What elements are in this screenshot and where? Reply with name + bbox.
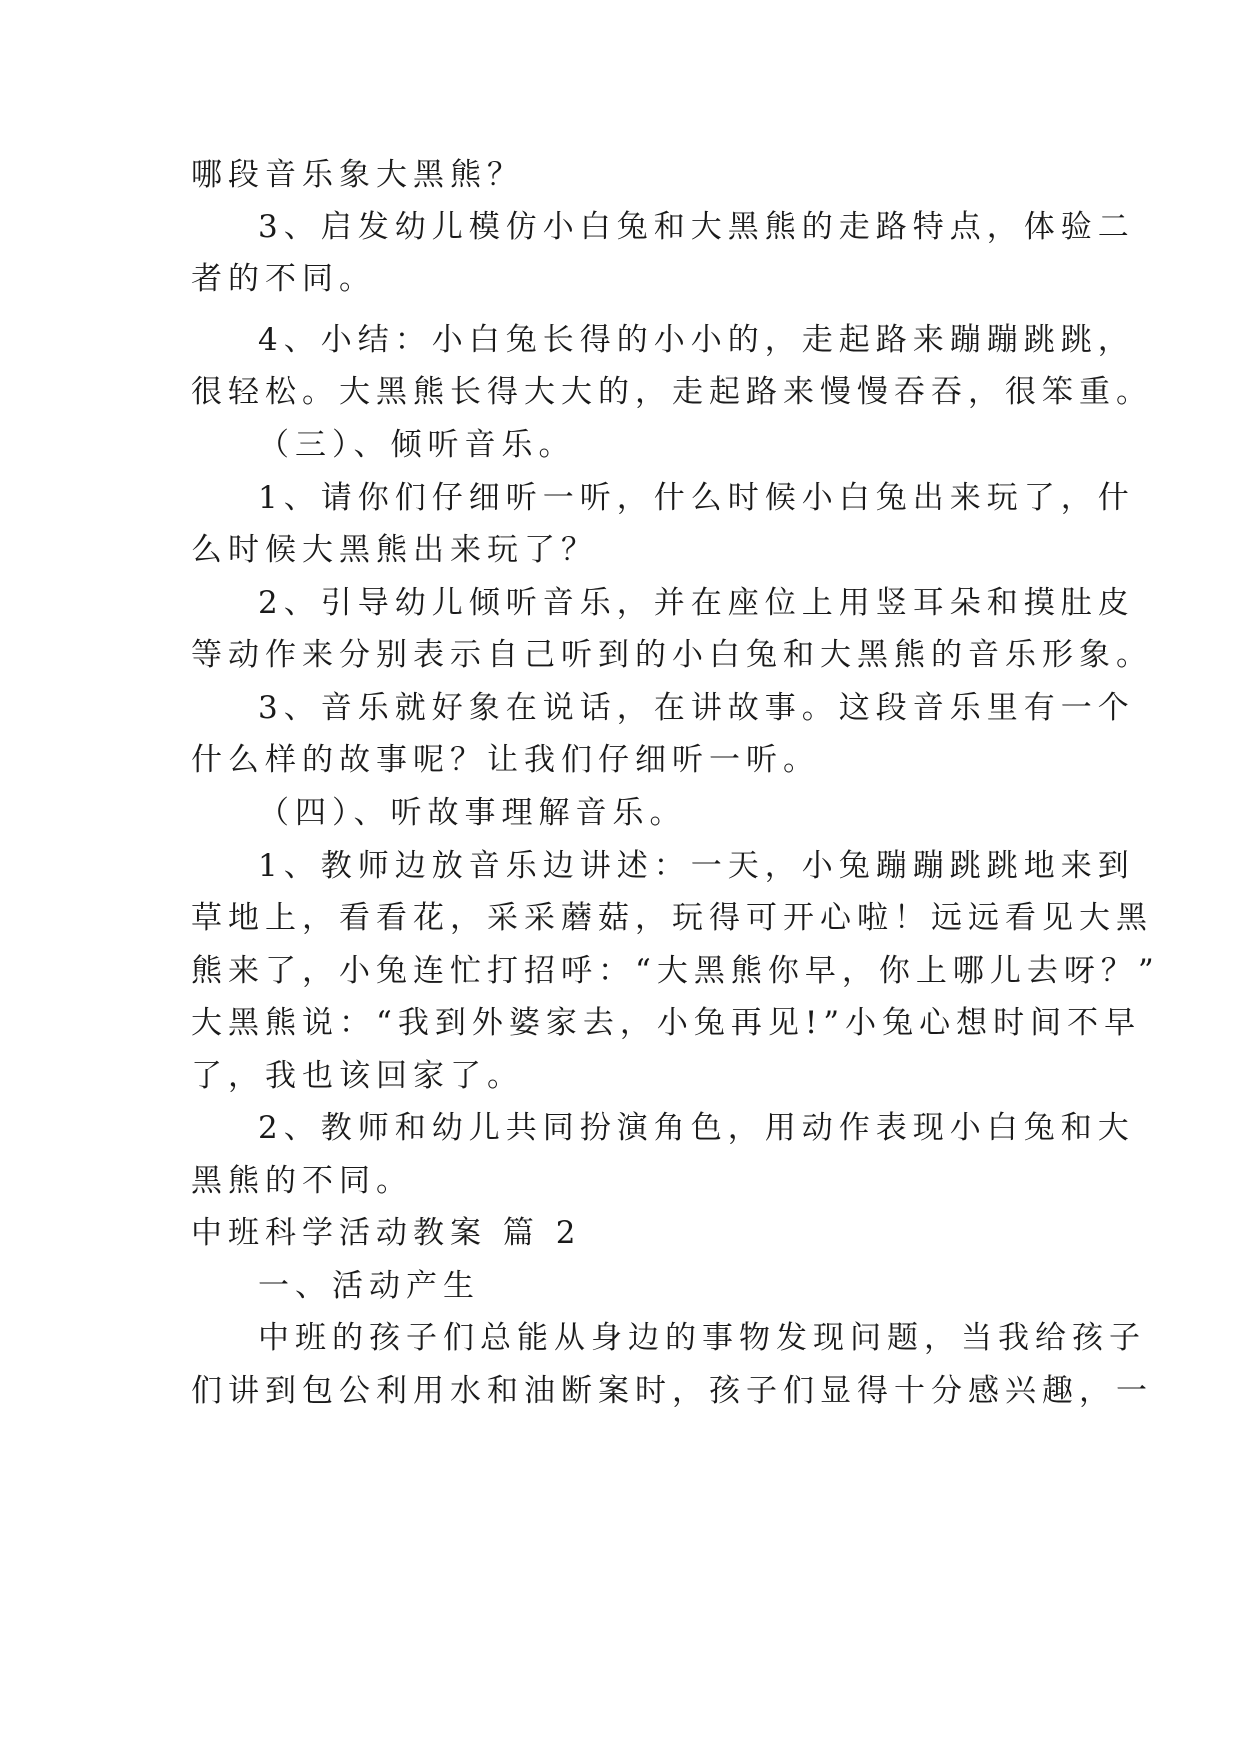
paragraph-line: 黑熊的不同。	[191, 1163, 413, 1199]
paragraph-line: 很轻松。大黑熊长得大大的，走起路来慢慢吞吞，很笨重。	[191, 374, 1153, 410]
section-heading: （三）、倾听音乐。	[258, 427, 576, 463]
paragraph-line: 么时候大黑熊出来玩了？	[191, 532, 598, 568]
paragraph-line: 1、教师边放音乐边讲述：一天，小兔蹦蹦跳跳地来到	[258, 848, 1135, 884]
paragraph-line: 1、请你们仔细听一听，什么时候小白兔出来玩了，什	[258, 480, 1135, 516]
paragraph-line: 了，我也该回家了。	[191, 1058, 524, 1094]
paragraph-line: 等动作来分别表示自己听到的小白兔和大黑熊的音乐形象。	[191, 637, 1153, 673]
document-heading: 中班科学活动教案 篇 2	[191, 1215, 582, 1251]
paragraph-line: 们讲到包公利用水和油断案时，孩子们显得十分感兴趣，一	[191, 1373, 1153, 1409]
paragraph-line: 2、引导幼儿倾听音乐，并在座位上用竖耳朵和摸肚皮	[258, 585, 1135, 621]
paragraph-line: 什么样的故事呢？让我们仔细听一听。	[191, 742, 820, 778]
paragraph-line: 4、小结：小白兔长得的小小的，走起路来蹦蹦跳跳，	[258, 322, 1135, 358]
paragraph-line: 哪段音乐象大黑熊？	[191, 157, 524, 193]
paragraph-line: 中班的孩子们总能从身边的事物发现问题，当我给孩子	[258, 1320, 1146, 1356]
section-heading: 一、活动产生	[258, 1268, 480, 1304]
paragraph-line: 者的不同。	[191, 261, 376, 297]
paragraph-line: 2、教师和幼儿共同扮演角色，用动作表现小白兔和大	[258, 1110, 1135, 1146]
paragraph-line: 草地上，看看花，采采蘑菇，玩得可开心啦！远远看见大黑	[191, 900, 1153, 936]
paragraph-line: 大黑熊说：“我到外婆家去，小兔再见!”小兔心想时间不早	[191, 1005, 1142, 1041]
section-heading: （四）、听故事理解音乐。	[258, 795, 687, 831]
paragraph-line: 3、音乐就好象在说话，在讲故事。这段音乐里有一个	[258, 690, 1135, 726]
paragraph-line: 熊来了，小兔连忙打招呼：“大黑熊你早，你上哪儿去呀？”	[191, 953, 1160, 989]
paragraph-line: 3、启发幼儿模仿小白兔和大黑熊的走路特点，体验二	[258, 209, 1135, 245]
